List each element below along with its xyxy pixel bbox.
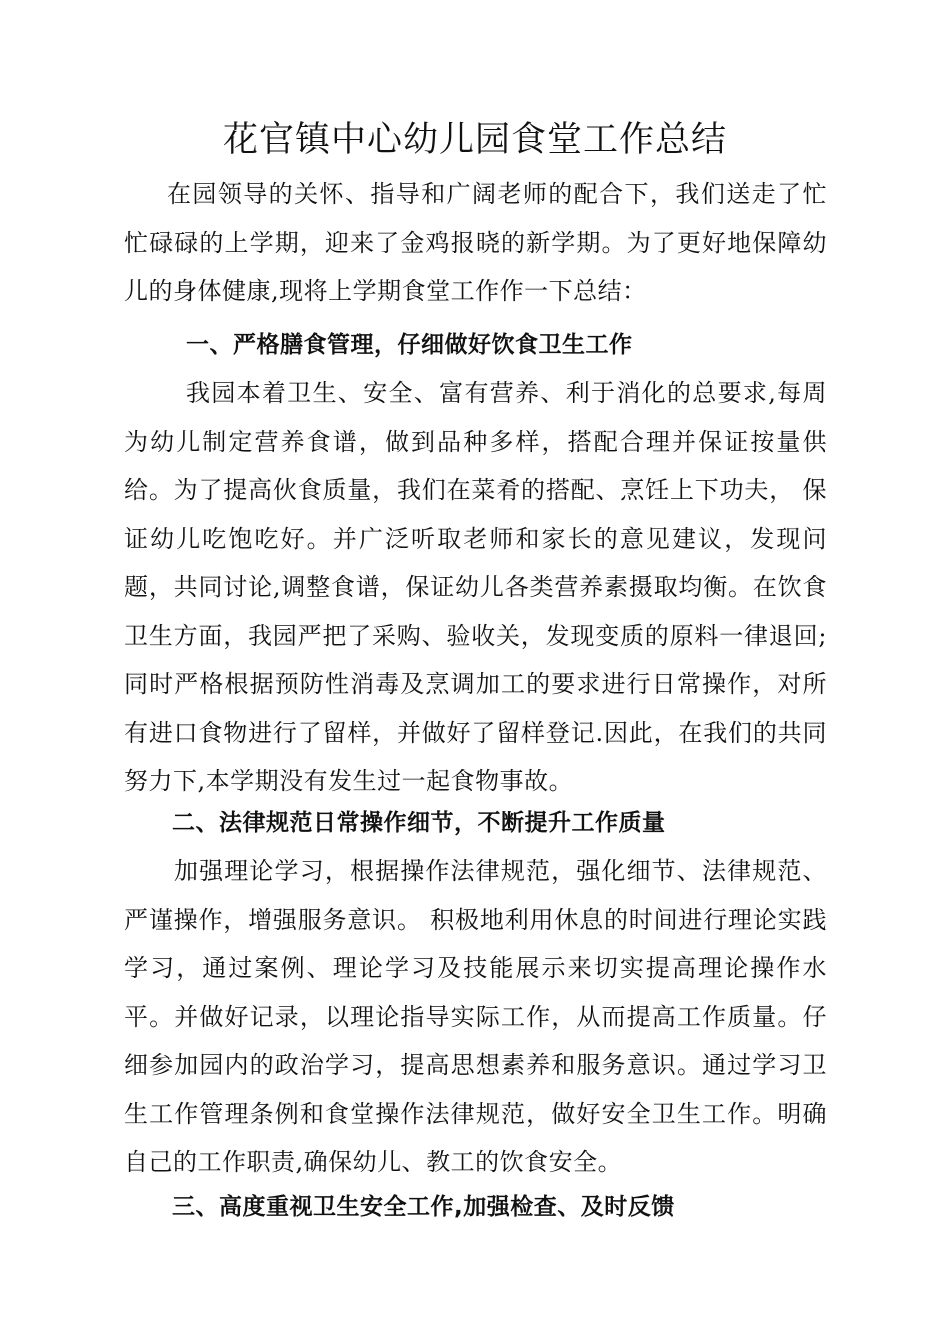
section-body-2-text: 加强理论学习，根据操作法律规范，强化细节、法律规范、严谨操作，增强服务意识。 积极地利用休息的时间进行理论实践学习，通过案例、理论学习及技能展示来切实提高理论操作水平。并做好记录，以理论指导实际工作，从而提高工作质量。仔细参加园内的政治学习，提高思想素养和服务意识。通过学习卫生工作管理条例和食堂操作法律规范，做好安全卫生工作。明确自己的工作职责,确保幼儿、教工的饮食安全。 <box>124 857 827 1176</box>
intro-paragraph <box>124 170 827 316</box>
page-title: 花官镇中心幼儿园食堂工作总结 <box>222 120 727 160</box>
section-heading-2: 二、法律规范日常操作细节，不断提升工作质量 <box>172 810 666 836</box>
section-body-2 <box>124 847 827 1187</box>
section-heading-1: 一、严格膳食管理，仔细做好饮食卫生工作 <box>186 332 633 358</box>
intro-text: 在园领导的关怀、指导和广阔老师的配合下，我们送走了忙忙碌碌的上学期，迎来了金鸡报晓的新学期。为了更好地保障幼儿的身体健康,现将上学期食堂工作作一下总结： <box>124 180 827 305</box>
section-body-1-text: 我园本着卫生、安全、富有营养、利于消化的总要求,每周为幼儿制定营养食谱，做到品种多样，搭配合理并保证按量供给。为了提高伙食质量，我们在菜肴的搭配、烹饪上下功夫， 保证幼儿吃饱吃好。并广泛听取老师和家长的意见建议，发现问题，共同讨论,调整食谱，保证幼儿各类营养素摄取均衡。在饮食卫生方面，我园严把了采购、验收关，发现变质的原料一律退回;同时严格根据预防性消毒及烹调加工的要求进行日常操作，对所有进口食物进行了留样，并做好了留样登记.因此，在我们的共同努力下,本学期没有发生过一起食物事故。 <box>124 379 827 795</box>
section-heading-3: 三、高度重视卫生安全工作,加强检查、及时反馈 <box>172 1194 675 1220</box>
section-body-1 <box>124 369 827 806</box>
